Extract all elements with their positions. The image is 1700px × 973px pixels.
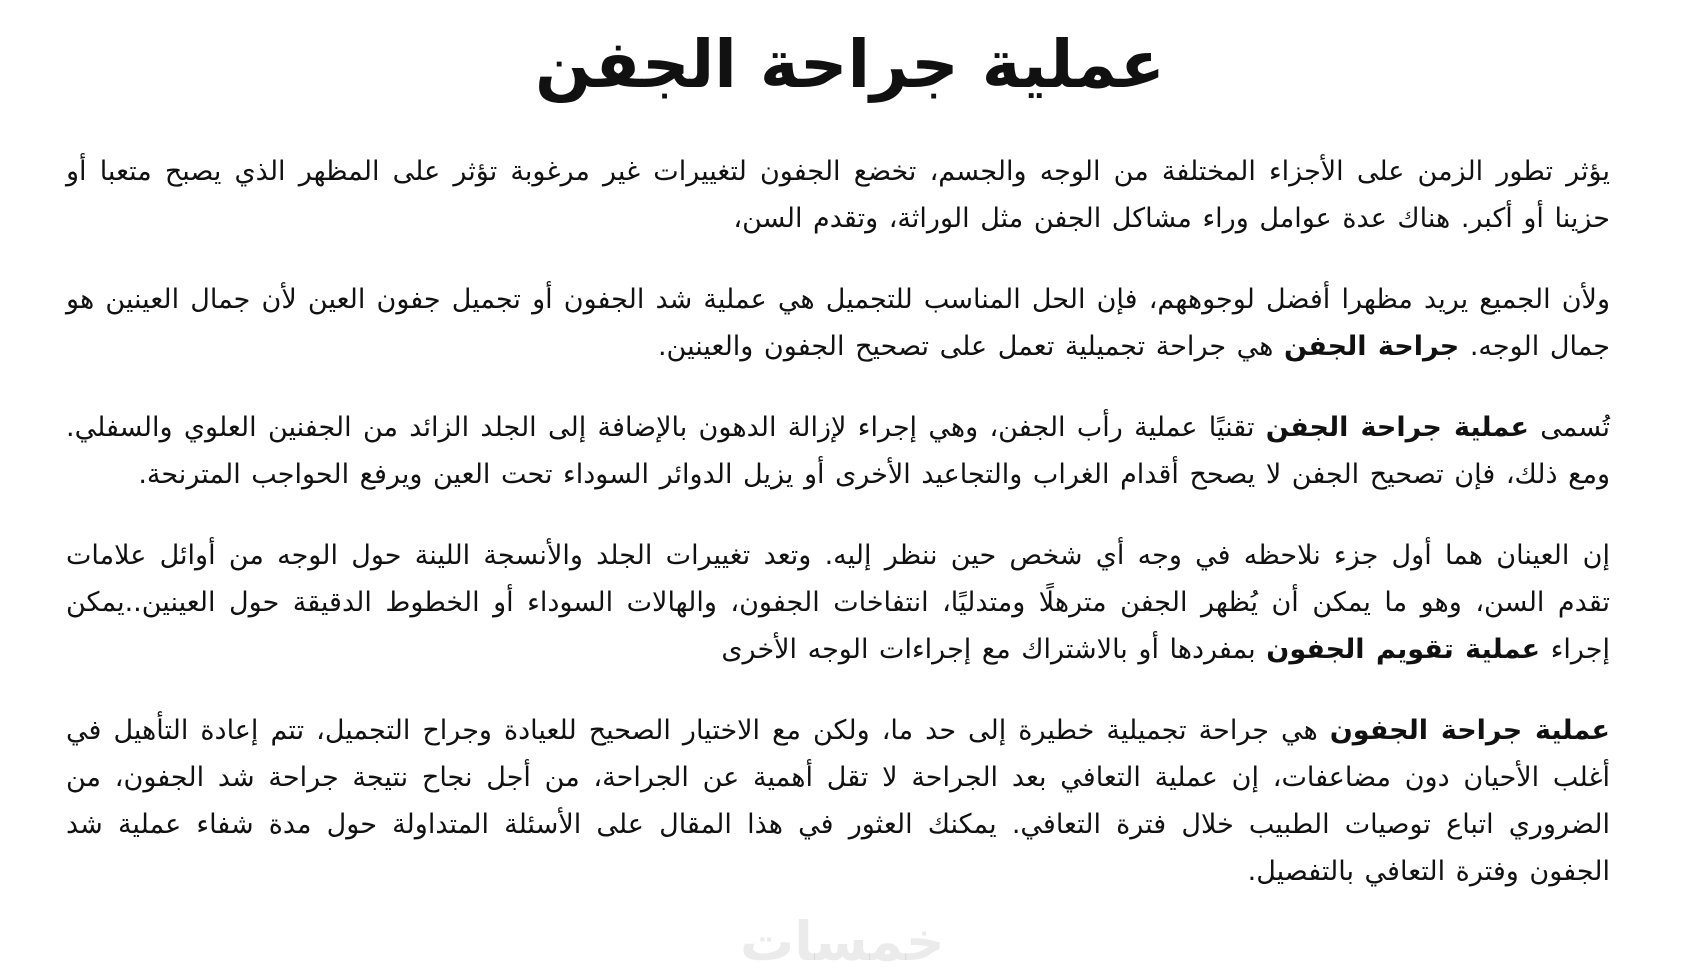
paragraph	[66, 532, 1610, 673]
paragraph	[66, 276, 1610, 370]
paragraph-text: بمفردها أو بالاشتراك مع إجراءات الوجه الأخرى	[721, 634, 1267, 665]
paragraph-text: ولأن الجميع يريد مظهرا أفضل لوجوههم، فإن الحل المناسب للتجميل هي عملية شد الجفون أو تجميل جفون العين لأن جمال العينين هو جمال الوجه.	[66, 284, 1610, 362]
site-watermark: خمسات	[740, 910, 945, 973]
bold-keyword: جراحة الجفن	[1283, 331, 1460, 362]
paragraph	[66, 707, 1610, 895]
bold-keyword: عملية تقويم الجفون	[1266, 634, 1541, 665]
bold-keyword: عملية جراحة الجفون	[1329, 715, 1610, 746]
paragraph-text: هي جراحة تجميلية تعمل على تصحيح الجفون والعينين.	[657, 331, 1284, 362]
paragraph	[66, 404, 1610, 498]
paragraph-text: إن العينان هما أول جزء نلاحظه في وجه أي شخص حين ننظر إليه. وتعد تغييرات الجلد والأنسجة اللينة حول الوجه من أوائل علامات تقدم السن، وهو ما يمكن أن يُظهر الجفن مترهلًا ومتدليًا، انتفاخات الجفون، والهالات السوداء أو الخطوط الدقيقة حول العينين..يمكن إجراء	[66, 540, 1610, 665]
document-title: عملية جراحة الجفن	[535, 26, 1165, 103]
paragraph-text: تقنيًا عملية رأب الجفن، وهي إجراء لإزالة الدهون بالإضافة إلى الجلد الزائد من الجفنين العلوي والسفلي. ومع ذلك، فإن تصحيح الجفن لا يصحح أقدام الغراب والتجاعيد الأخرى أو يزيل الدوائر السوداء تحت العين ويرفع الحواجب المترنحة.	[66, 412, 1610, 490]
paragraph	[66, 148, 1610, 242]
article-body	[66, 148, 1610, 929]
bold-keyword: عملية جراحة الجفن	[1265, 412, 1529, 443]
paragraph-text: تُسمى	[1528, 412, 1610, 443]
paragraph-text: هي جراحة تجميلية خطيرة إلى حد ما، ولكن مع الاختيار الصحيح للعيادة وجراح التجميل، تتم إعادة التأهيل في أغلب الأحيان دون مضاعفات، إن عملية التعافي بعد الجراحة لا تقل أهمية عن الجراحة، من أجل نجاح نتيجة جراحة شد الجفون، من الضروري اتباع توصيات الطبيب خلال فترة التعافي. يمكنك العثور في هذا المقال على الأسئلة المتداولة حول مدة شفاء عملية شد الجفون وفترة التعافي بالتفصيل.	[66, 715, 1610, 887]
paragraph-text: يؤثر تطور الزمن على الأجزاء المختلفة من الوجه والجسم، تخضع الجفون لتغييرات غير مرغوبة تؤثر على المظهر الذي يصبح متعبا أو حزينا أو أكبر. هناك عدة عوامل وراء مشاكل الجفن مثل الوراثة، وتقدم السن،	[66, 156, 1610, 234]
